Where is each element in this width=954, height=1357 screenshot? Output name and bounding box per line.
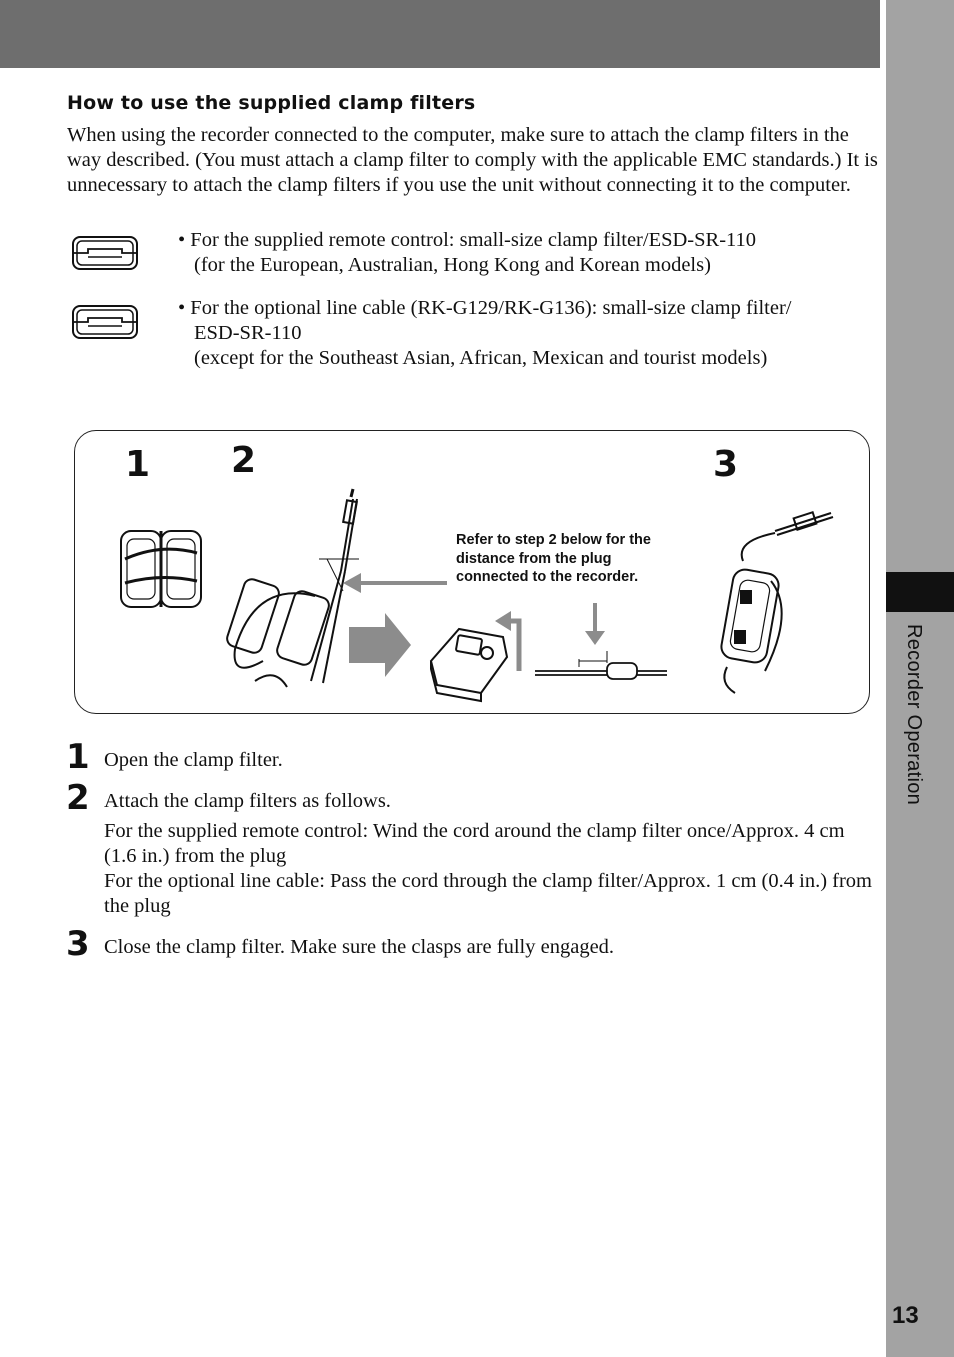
callout-line: Refer to step 2 below for the [456,532,651,548]
bullet-line-cable [178,296,878,371]
arrow-icon [349,613,411,677]
recorder-drawing [431,629,507,701]
page-number: 13 [892,1302,919,1329]
bullet-line: • For the optional line cable (RK-G129/RK-G136): small-size clamp filter/ [178,297,792,319]
bullet-line: (except for the Southeast Asian, African, Mexican and tourist models) [194,347,768,369]
bullet-line: • For the supplied remote control: small-size clamp filter/ESD-SR-110 [178,229,757,251]
cord-wound-drawing [225,489,359,687]
closed-clamp-filter-drawing [720,512,833,693]
cable-with-filter-drawing [535,651,667,679]
figure-step-1-label: 1 [125,444,151,485]
callout-line: distance from the plug [456,550,612,567]
step-1-text: Open the clamp filter. [104,749,283,771]
clamp-filter-icon [70,302,140,342]
bullet-remote-control [178,228,878,278]
step-3-text: Close the clamp filter. Make sure the clasps are fully engaged. [104,936,615,958]
clamp-filter-illustration [74,430,870,714]
figure-step-3-label: 3 [713,444,739,485]
callout-line: connected to the recorder. [456,569,639,585]
header-bar [0,0,880,68]
bullet-line: ESD-SR-110 [194,322,302,344]
figure-step-2-label: 2 [231,440,257,481]
clamp-filter-icon [70,233,140,273]
chapter-label: Recorder Operation [903,624,925,806]
open-clamp-filter-drawing [121,531,201,607]
side-tab-marker [886,572,954,612]
step-2-remote-detail: For the supplied remote control: Wind the cord around the clamp filter once/Approx. 4 cm (1.6 in.) from the plug [104,820,845,867]
figure-callout [456,531,696,587]
intro-paragraph: When using the recorder connected to the computer, make sure to attach the clamp filters in the way described. (You must attach a clamp filter to comply with the applicable EMC standards.) It is unnecessary to attach the clamp filters if you use the unit without connecting it to the computer. [67,124,878,196]
step-1-number: 1 [66,737,90,777]
step-2-cable-detail: For the optional line cable: Pass the cord through the clamp filter/Approx. 1 cm (0.4 in.) from the plug [104,870,872,917]
section-title: How to use the supplied clamp filters [67,92,476,114]
step-2-text: Attach the clamp filters as follows. [104,790,391,812]
step-2-number: 2 [66,778,90,818]
bullet-line: (for the European, Australian, Hong Kong and Korean models) [194,254,711,276]
step-3-number: 3 [66,924,90,964]
